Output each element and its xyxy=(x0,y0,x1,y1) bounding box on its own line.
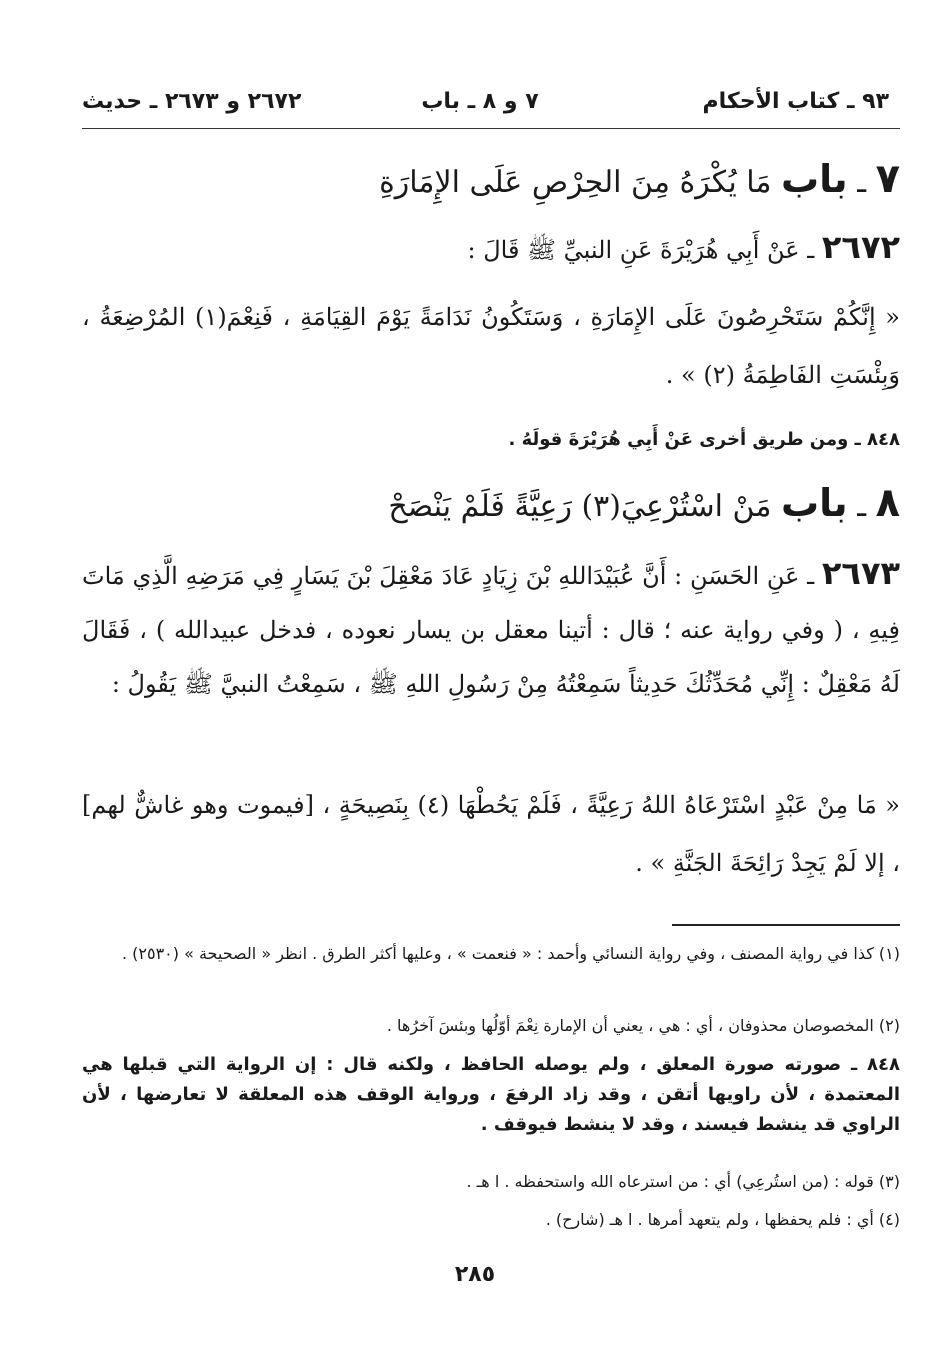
chapter-7-keyword: باب xyxy=(780,157,848,201)
hadith-2673-intro-text: ـ عَنِ الحَسَنِ : أَنَّ عُبَيْدَاللهِ بْنَ زِيَادٍ عَادَ مَعْقِلَ بْنَ يَسَارٍ فِي مَرَضِهِ الَّذِي مَاتَ فِيهِ ، ( وفي رواية عنه ؛ قال : أتينا معقل بن يسار نعوده ، فدخل عبيدالله ) ، فَقَالَ لَهُ مَعْقِلٌ : إِنِّي مُحَدِّثُكَ حَدِيثاً سَمِعْتُهُ مِنْ رَسُولِ اللهِ ﷺ ، سَمِعْتُ النبيَّ ﷺ يَقُولُ : xyxy=(82,562,901,698)
page-number: ٢٨٥ xyxy=(454,1262,496,1287)
chapter-8-heading xyxy=(82,476,900,534)
footnote-848: ٨٤٨ ـ صورته صورة المعلق ، ولم يوصله الحافظ ، ولكنه قال : إن الرواية التي قبلها هي المعتمدة ، لأن راويها أتقن ، وقد زاد الرفعَ ، ورواية الوقف هذه المعلقة لا تعارضها ، لأن الراوي قد ينشط فيسند ، وقد لا ينشط فيوقف . xyxy=(82,1054,900,1135)
chapter-8-title: مَنْ اسْتُرْعِيَ(٣) رَعِيَّةً فَلَمْ يَنْصَحْ xyxy=(388,489,781,524)
hadith-2672-intro-text: ـ عَنْ أَبِي هُرَيْرَةَ عَنِ النبيِّ ﷺ قَالَ : xyxy=(467,236,822,264)
hadith-2672-text: « إِنَّكُمْ سَتَحْرِصُونَ عَلَى الإِمَارَةِ ، وَسَتَكُونُ نَدَامَةً يَوْمَ القِيَامَةِ ، فَنِعْمَ(١) المُرْضِعَةُ ، وَبِئْسَتِ الفَاطِمَةُ (٢) » . xyxy=(82,303,900,389)
footnote-1: (١) كذا في رواية المصنف ، وفي رواية النسائي وأحمد : « فنعمت » ، وعليها أكثر الطرق . انظر « الصحيحة » (٢٥٣٠) . xyxy=(121,944,900,963)
hadith-2673-number: ٢٦٧٣ xyxy=(821,554,900,592)
footnote-2: (٢) المخصوصان محذوفان ، أي : هي ، يعني أن الإمارة نِعْمَ أوّلُها وبئسَ آخرُها . xyxy=(386,1016,900,1035)
running-header-book: ٩٣ ـ كتاب الأحكام xyxy=(702,89,889,114)
chapter-7-title: مَا يُكْرَهُ مِنَ الحِرْصِ عَلَى الإِمَارَةِ xyxy=(379,165,781,200)
hadith-2672-intro xyxy=(82,220,900,277)
footnote-rule xyxy=(672,924,900,926)
hadith-2673-text: « مَا مِنْ عَبْدٍ اسْتَرْعَاهُ اللهُ رَعِيَّةً ، فَلَمْ يَحُطْهَا (٤) بِنَصِيحَةٍ ، [فيموت وهو غاشٌّ لهم] ، إلا لَمْ يَجِدْ رَائِحَةَ الجَنَّةِ » . xyxy=(82,791,900,877)
chapter-7-dash: ـ xyxy=(847,165,876,200)
chapter-7-heading xyxy=(82,152,900,210)
running-header-chapters: ٧ و ٨ ـ باب xyxy=(421,89,539,114)
chapter-7-number: ٧ xyxy=(875,156,900,202)
running-header-hadiths: ٢٦٧٢ و ٢٦٧٣ ـ حديث xyxy=(82,89,302,114)
hadith-2673-intro xyxy=(82,546,900,711)
chapter-8-dash: ـ xyxy=(847,489,876,524)
hadith-2672-number: ٢٦٧٢ xyxy=(821,228,900,266)
chapter-8-keyword: باب xyxy=(780,481,848,525)
header-rule xyxy=(82,128,900,129)
footnote-4: (٤) أي : فلم يحفظها ، ولم يتعهد أمرها . ا هـ (شارح) . xyxy=(545,1210,900,1229)
chapter-8-number: ٨ xyxy=(875,480,900,526)
narration-848: ٨٤٨ ـ ومن طريق أخرى عَنْ أَبِي هُرَيْرَةَ قولَهُ . xyxy=(508,429,900,450)
footnote-3: (٣) قوله : (من استُرعِي) أي : من استرعاه الله واستحفظه . ا هـ . xyxy=(466,1172,900,1191)
